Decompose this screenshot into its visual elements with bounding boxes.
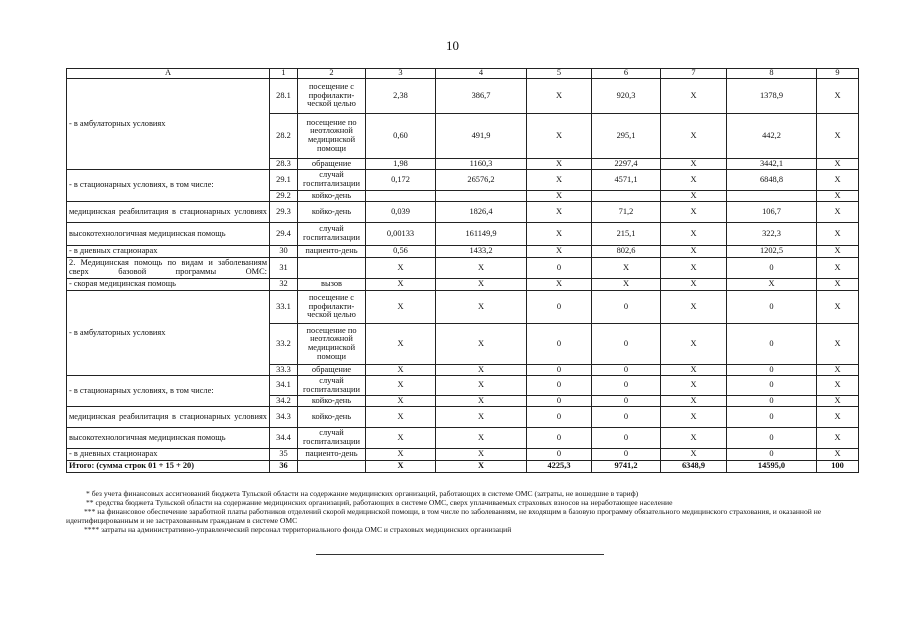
row-unit: посещение по неотложной медицинской помощи: [298, 324, 366, 365]
table-row: [67, 79, 859, 114]
row-unit: посещение с профилакти-ческой целью: [298, 291, 366, 324]
row-code: 29.1: [270, 170, 298, 191]
cell-value: X: [527, 191, 592, 202]
cell-value: X: [817, 279, 859, 291]
cell-value: X: [817, 202, 859, 223]
cell-value: 2297,4: [592, 159, 661, 170]
cell-value: 1378,9: [727, 79, 817, 114]
cell-value: 0: [727, 449, 817, 461]
row-label: медицинская реабилитация в стационарных условиях: [67, 407, 270, 428]
header-cell: 7: [661, 69, 727, 79]
cell-value: 0: [592, 365, 661, 376]
footnote-3: *** на финансовое обеспечение заработной платы работников отделений скорой медицинской помощи, в том числе по заболеваниям, не входящим в базовую программу обязательного медицинского страхования, и оказанной не идентифицированным и не застрахованным гражданам в системе ОМС: [66, 506, 822, 525]
page-number: 10: [446, 38, 459, 53]
cell-value: 1826,4: [436, 202, 527, 223]
cell-value: X: [366, 396, 436, 407]
cell-value: 14595,0: [727, 461, 817, 473]
cell-value: X: [366, 291, 436, 324]
row-code: 32: [270, 279, 298, 291]
cell-value: 161149,9: [436, 223, 527, 246]
row-label: - скорая медицинская помощь: [67, 279, 270, 291]
cell-value: 1160,3: [436, 159, 527, 170]
cell-value: 215,1: [592, 223, 661, 246]
row-unit: случай госпитализации: [298, 223, 366, 246]
cell-value: X: [661, 246, 727, 258]
cell-value: X: [817, 324, 859, 365]
cell-value: 0: [727, 376, 817, 396]
cell-value: X: [817, 291, 859, 324]
row-code: 35: [270, 449, 298, 461]
row-label: - в амбулаторных условиях: [67, 79, 270, 170]
cell-value: X: [661, 449, 727, 461]
table-row: [67, 223, 859, 246]
cell-value: X: [817, 191, 859, 202]
header-cell: 4: [436, 69, 527, 79]
cell-value: X: [817, 365, 859, 376]
cell-value: 0,172: [366, 170, 436, 191]
row-unit: случай госпитализации: [298, 170, 366, 191]
cell-value: X: [366, 461, 436, 473]
table-header-row: [67, 69, 859, 79]
financing-table: [66, 68, 859, 473]
cell-value: X: [661, 407, 727, 428]
cell-value: X: [817, 79, 859, 114]
cell-value: 322,3: [727, 223, 817, 246]
cell-value: 0: [592, 407, 661, 428]
cell-value: 0: [592, 324, 661, 365]
row-unit: обращение: [298, 159, 366, 170]
row-unit: койко-день: [298, 396, 366, 407]
row-unit: посещение по неотложной медицинской помощи: [298, 114, 366, 159]
row-code: 34.2: [270, 396, 298, 407]
cell-value: X: [817, 428, 859, 449]
cell-value: X: [817, 170, 859, 191]
cell-value: X: [366, 407, 436, 428]
cell-value: X: [661, 279, 727, 291]
row-label: высокотехнологичная медицинская помощь: [67, 223, 270, 246]
row-label: - в стационарных условиях, в том числе:: [67, 376, 270, 407]
row-unit: койко-день: [298, 202, 366, 223]
table-row: [67, 291, 859, 324]
row-code: 28.2: [270, 114, 298, 159]
cell-value: 0: [527, 407, 592, 428]
cell-value: X: [661, 202, 727, 223]
cell-value: 1202,5: [727, 246, 817, 258]
cell-value: 4571,1: [592, 170, 661, 191]
row-code: 28.1: [270, 79, 298, 114]
cell-value: 0: [727, 407, 817, 428]
cell-value: X: [661, 428, 727, 449]
row-unit: случай госпитализации: [298, 376, 366, 396]
cell-value: 491,9: [436, 114, 527, 159]
row-code: 34.4: [270, 428, 298, 449]
cell-value: X: [436, 324, 527, 365]
cell-value: X: [366, 258, 436, 279]
cell-value: 0: [527, 258, 592, 279]
cell-value: 0: [592, 428, 661, 449]
cell-value: [592, 191, 661, 202]
cell-value: 26576,2: [436, 170, 527, 191]
cell-value: X: [817, 449, 859, 461]
cell-value: X: [661, 191, 727, 202]
cell-value: 0: [527, 428, 592, 449]
row-code: 29.3: [270, 202, 298, 223]
cell-value: X: [436, 461, 527, 473]
cell-value: 0: [727, 428, 817, 449]
row-unit: пациенто-день: [298, 246, 366, 258]
cell-value: 0,56: [366, 246, 436, 258]
cell-value: X: [661, 396, 727, 407]
cell-value: X: [661, 223, 727, 246]
cell-value: X: [817, 258, 859, 279]
cell-value: 106,7: [727, 202, 817, 223]
row-code: 36: [270, 461, 298, 473]
row-label: медицинская реабилитация в стационарных условиях: [67, 202, 270, 223]
header-cell: 2: [298, 69, 366, 79]
cell-value: X: [436, 258, 527, 279]
cell-value: 0: [527, 376, 592, 396]
footnote-4: **** затраты на административно-управленческий персонал территориального фонда ОМС и страховых медицинских организаций: [84, 524, 512, 534]
table-row: [67, 258, 859, 279]
cell-value: 2,38: [366, 79, 436, 114]
cell-value: 3442,1: [727, 159, 817, 170]
footnotes: [66, 490, 866, 535]
cell-value: 4225,3: [527, 461, 592, 473]
cell-value: 802,6: [592, 246, 661, 258]
row-code: 31: [270, 258, 298, 279]
cell-value: 0,60: [366, 114, 436, 159]
row-label: 2. Медицинская помощь по видам и заболеваниям сверх базовой программы ОМС:: [67, 258, 270, 279]
header-cell: 3: [366, 69, 436, 79]
cell-value: 0: [527, 291, 592, 324]
cell-value: X: [527, 159, 592, 170]
cell-value: 6848,8: [727, 170, 817, 191]
cell-value: X: [527, 114, 592, 159]
cell-value: 295,1: [592, 114, 661, 159]
cell-value: 442,2: [727, 114, 817, 159]
cell-value: X: [817, 246, 859, 258]
cell-value: X: [527, 170, 592, 191]
table-row: [67, 376, 859, 396]
cell-value: X: [527, 279, 592, 291]
cell-value: X: [592, 279, 661, 291]
cell-value: X: [727, 279, 817, 291]
row-label: - в стационарных условиях, в том числе:: [67, 170, 270, 202]
table-row: [67, 170, 859, 191]
cell-value: 0: [527, 324, 592, 365]
row-unit: [298, 258, 366, 279]
cell-value: X: [436, 279, 527, 291]
header-cell: А: [67, 69, 270, 79]
cell-value: 0: [727, 258, 817, 279]
cell-value: 71,2: [592, 202, 661, 223]
table-row: [67, 449, 859, 461]
cell-value: X: [817, 159, 859, 170]
cell-value: X: [436, 396, 527, 407]
cell-value: X: [366, 376, 436, 396]
row-unit: посещение с профилакти-ческой целью: [298, 79, 366, 114]
cell-value: [366, 191, 436, 202]
row-code: 33.1: [270, 291, 298, 324]
cell-value: 0: [527, 365, 592, 376]
cell-value: X: [817, 376, 859, 396]
header-cell: 6: [592, 69, 661, 79]
cell-value: 1,98: [366, 159, 436, 170]
row-unit: койко-день: [298, 191, 366, 202]
cell-value: 0: [592, 449, 661, 461]
cell-value: X: [817, 114, 859, 159]
cell-value: X: [436, 291, 527, 324]
row-label: - в дневных стационарах: [67, 246, 270, 258]
cell-value: 100: [817, 461, 859, 473]
row-code: 33.3: [270, 365, 298, 376]
cell-value: X: [366, 365, 436, 376]
row-code: 33.2: [270, 324, 298, 365]
cell-value: X: [436, 428, 527, 449]
row-code: 30: [270, 246, 298, 258]
row-unit: случай госпитализации: [298, 428, 366, 449]
footer-divider: [316, 554, 604, 555]
header-cell: 1: [270, 69, 298, 79]
cell-value: X: [436, 407, 527, 428]
cell-value: X: [436, 376, 527, 396]
cell-value: X: [592, 258, 661, 279]
row-unit: вызов: [298, 279, 366, 291]
table-row: [67, 202, 859, 223]
row-code: 29.4: [270, 223, 298, 246]
cell-value: X: [661, 79, 727, 114]
cell-value: X: [527, 202, 592, 223]
cell-value: X: [366, 324, 436, 365]
table-row: [67, 246, 859, 258]
cell-value: 6348,9: [661, 461, 727, 473]
header-cell: 9: [817, 69, 859, 79]
table-row: [67, 407, 859, 428]
row-label: Итого: (сумма строк 01 + 15 + 20): [67, 461, 270, 473]
row-unit: койко-день: [298, 407, 366, 428]
cell-value: 0: [527, 449, 592, 461]
row-code: 34.1: [270, 376, 298, 396]
footnote-2: ** средства бюджета Тульской области на содержание медицинских организаций, работающих в системе ОМС, сверх уплачиваемых страховых взносов на неработающее население: [86, 497, 673, 507]
row-unit: [298, 461, 366, 473]
row-unit: пациенто-день: [298, 449, 366, 461]
cell-value: X: [661, 291, 727, 324]
cell-value: X: [527, 246, 592, 258]
cell-value: X: [817, 396, 859, 407]
cell-value: X: [436, 365, 527, 376]
cell-value: 920,3: [592, 79, 661, 114]
row-code: 29.2: [270, 191, 298, 202]
cell-value: [727, 191, 817, 202]
cell-value: X: [527, 223, 592, 246]
table-row: [67, 279, 859, 291]
cell-value: 386,7: [436, 79, 527, 114]
cell-value: 0: [592, 376, 661, 396]
cell-value: X: [661, 376, 727, 396]
footnote-1: * без учета финансовых ассигнований бюджета Тульской области на содержание медицинских организаций, работающих в системе ОМС (затраты, не вошедшие в тариф): [86, 489, 639, 498]
cell-value: 1433,2: [436, 246, 527, 258]
cell-value: 0: [592, 291, 661, 324]
cell-value: 0: [527, 396, 592, 407]
cell-value: 0,00133: [366, 223, 436, 246]
cell-value: X: [661, 258, 727, 279]
cell-value: 0: [727, 291, 817, 324]
cell-value: X: [661, 324, 727, 365]
cell-value: X: [817, 407, 859, 428]
cell-value: X: [661, 365, 727, 376]
cell-value: 0: [727, 324, 817, 365]
row-label: высокотехнологичная медицинская помощь: [67, 428, 270, 449]
cell-value: X: [436, 449, 527, 461]
cell-value: X: [661, 114, 727, 159]
cell-value: X: [366, 449, 436, 461]
table-total-row: [67, 461, 859, 473]
cell-value: 9741,2: [592, 461, 661, 473]
cell-value: X: [527, 79, 592, 114]
row-code: 34.3: [270, 407, 298, 428]
cell-value: X: [366, 428, 436, 449]
row-code: 28.3: [270, 159, 298, 170]
cell-value: X: [661, 170, 727, 191]
cell-value: X: [661, 159, 727, 170]
row-label: - в дневных стационарах: [67, 449, 270, 461]
cell-value: X: [817, 223, 859, 246]
cell-value: 0: [592, 396, 661, 407]
cell-value: [436, 191, 527, 202]
cell-value: 0: [727, 365, 817, 376]
cell-value: 0: [727, 396, 817, 407]
row-label: - в амбулаторных условиях: [67, 291, 270, 376]
cell-value: X: [366, 279, 436, 291]
header-cell: 5: [527, 69, 592, 79]
row-unit: обращение: [298, 365, 366, 376]
cell-value: 0,039: [366, 202, 436, 223]
header-cell: 8: [727, 69, 817, 79]
table-row: [67, 428, 859, 449]
